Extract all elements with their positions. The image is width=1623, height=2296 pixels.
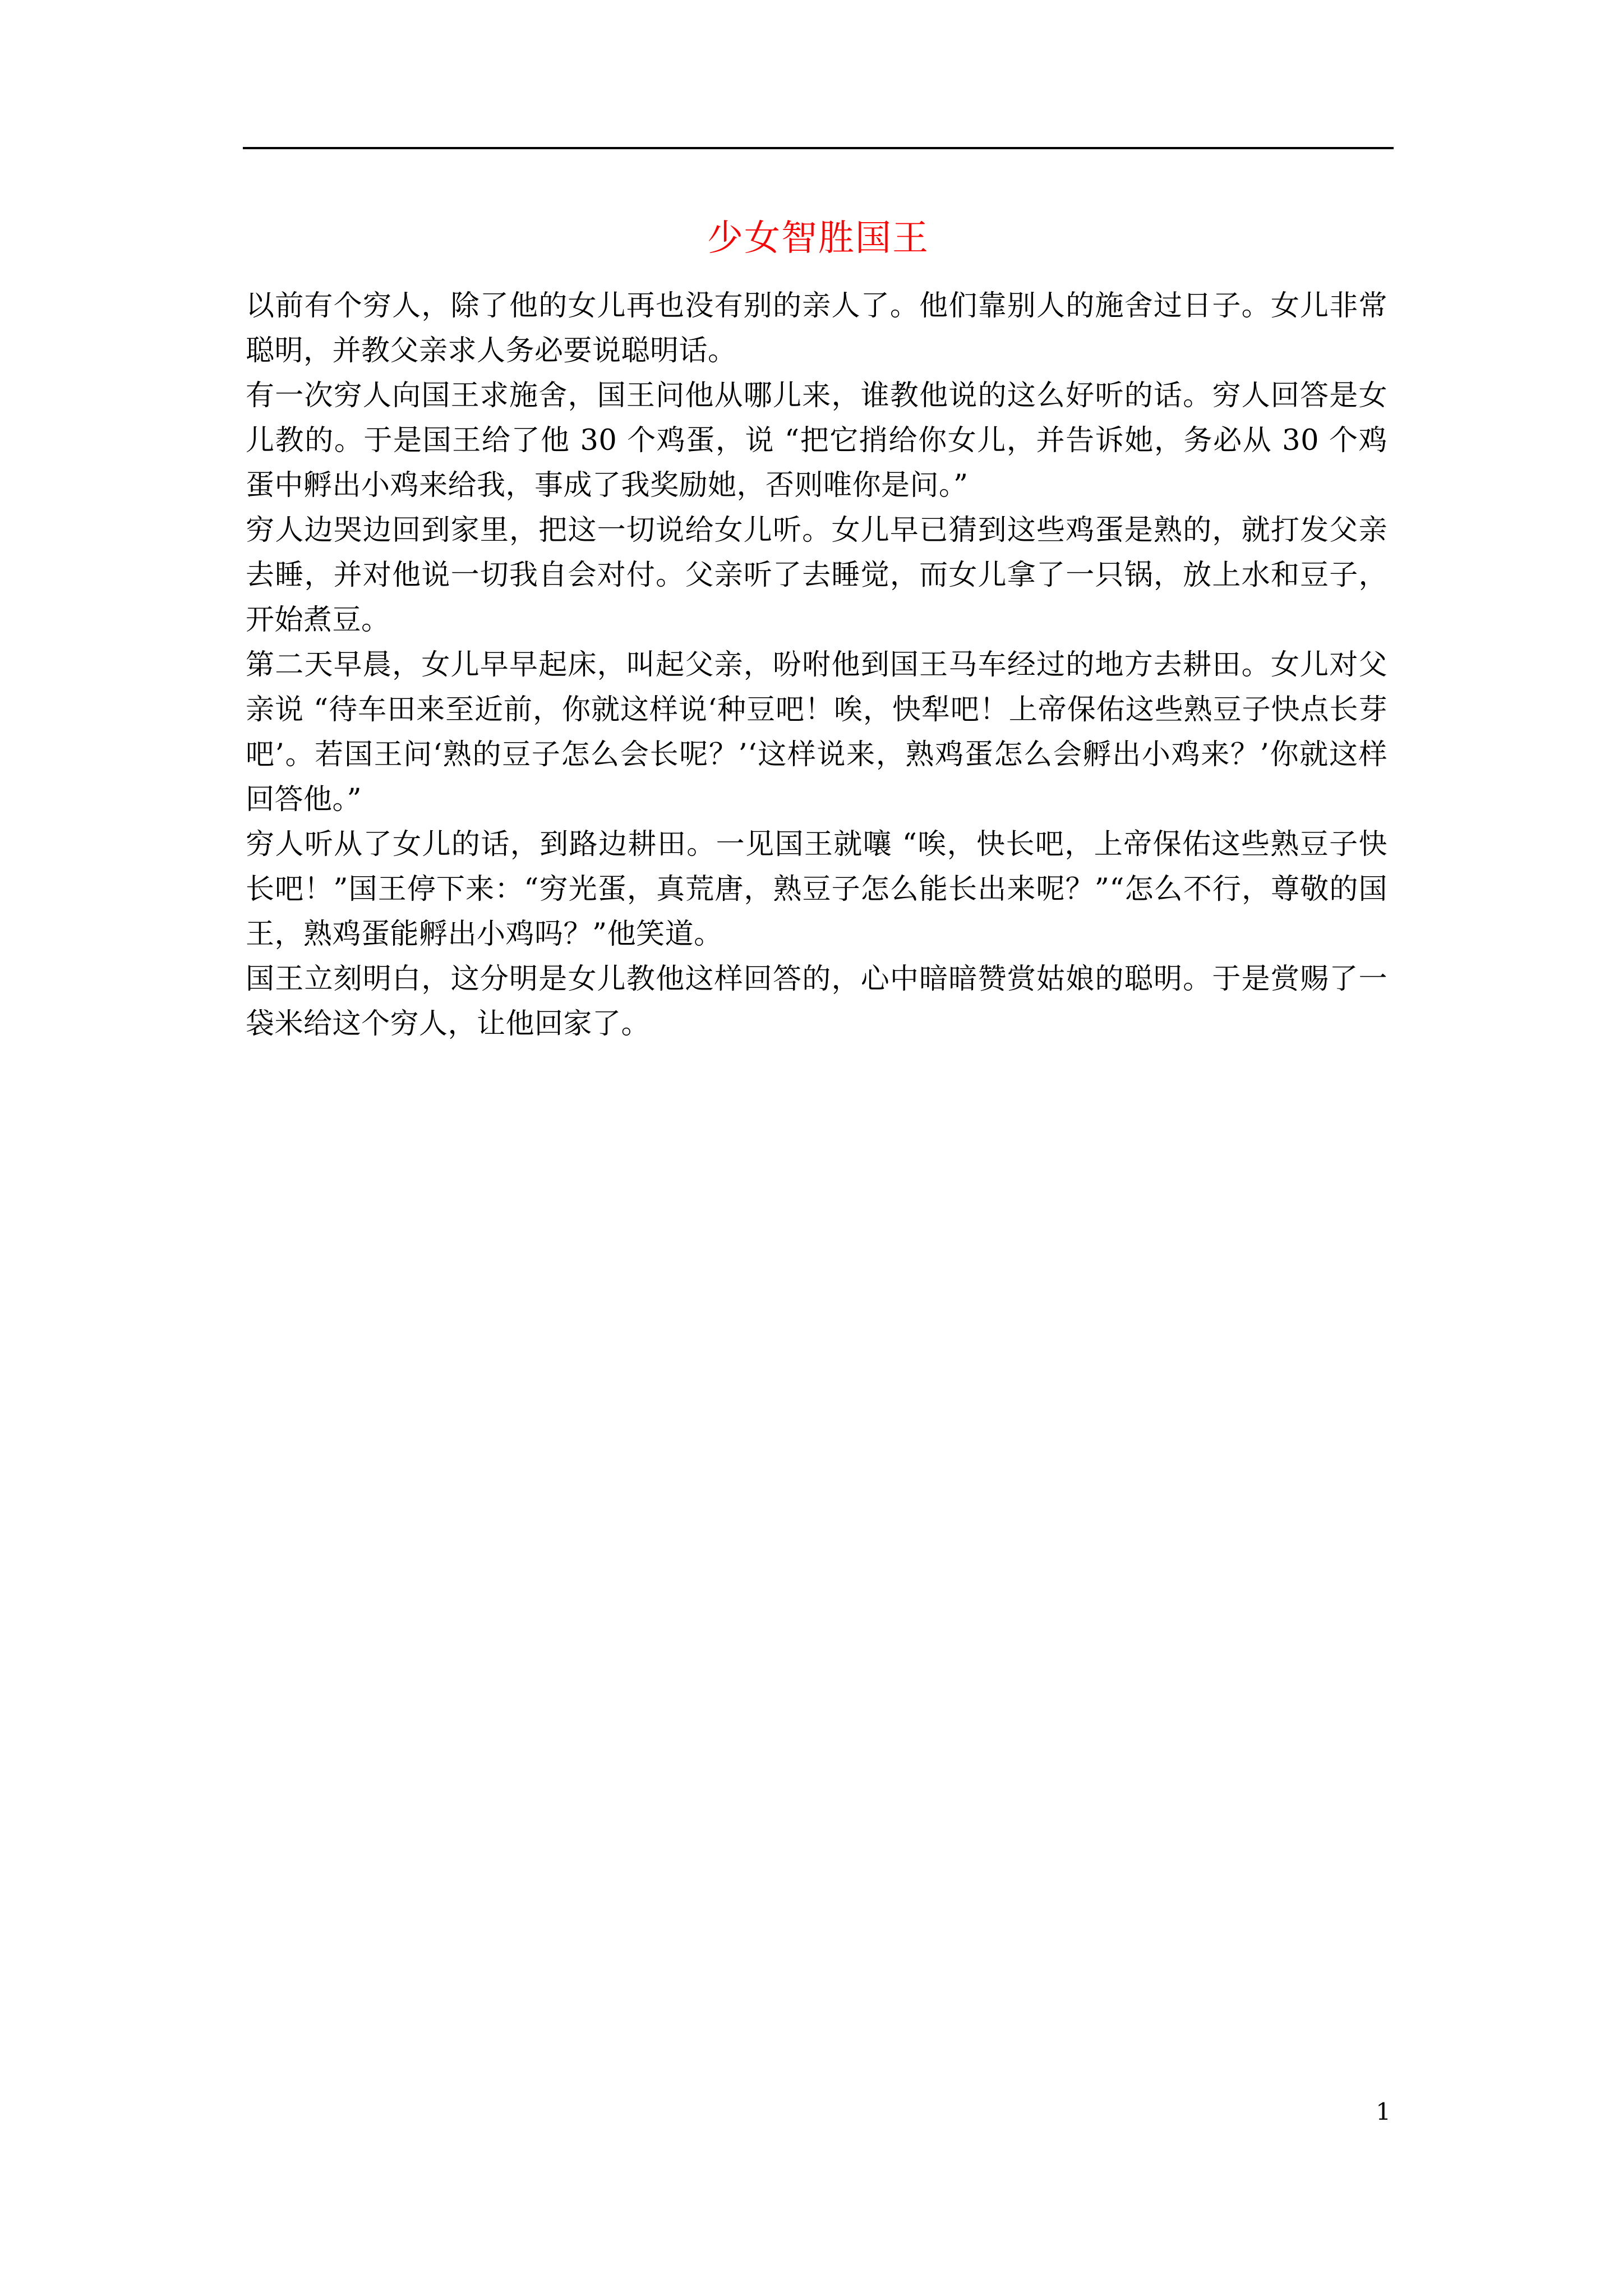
paragraph-6: 国王立刻明白，这分明是女儿教他这样回答的，心中暗暗赞赏姑娘的聪明。于是赏赐了一袋米给这个穷人，让他回家了。 xyxy=(246,963,1387,1041)
paragraph-3: 穷人边哭边回到家里，把这一切说给女儿听。女儿早已猜到这些鸡蛋是熟的，就打发父亲去睡，并对他说一切我自会对付。父亲听了去睡觉，而女儿拿了一只锅，放上水和豆子，开始煮豆。 xyxy=(246,514,1387,637)
document-title: 少女智胜国王 xyxy=(707,218,929,259)
document-body xyxy=(246,284,1387,1047)
page-number: 1 xyxy=(1376,2098,1391,2125)
paragraph-4: 第二天早晨，女儿早早起床，叫起父亲，吩咐他到国王马车经过的地方去耕田。女儿对父亲说 “待车田来至近前，你就这样说‘种豆吧！唉，快犁吧！上帝保佑这些熟豆子快点长芽吧’。若国王问‘熟的豆子怎么会长呢？’‘这样说来，熟鸡蛋怎么会孵出小鸡来？’你就这样回答他。” xyxy=(246,648,1387,816)
paragraph-1: 以前有个穷人，除了他的女儿再也没有别的亲人了。他们靠别人的施舍过日子。女儿非常聪明，并教父亲求人务必要说聪明话。 xyxy=(246,289,1387,367)
paragraph-5: 穷人听从了女儿的话，到路边耕田。一见国王就嚷 “唉，快长吧，上帝保佑这些熟豆子快长吧！”国王停下来：“穷光蛋，真荒唐，熟豆子怎么能长出来呢？”“怎么不行，尊敬的国王，熟鸡蛋能孵出小鸡吗？”他笑道。 xyxy=(246,828,1387,951)
paragraph-2: 有一次穷人向国王求施舍，国王问他从哪儿来，谁教他说的这么好听的话。穷人回答是女儿教的。于是国王给了他 30 个鸡蛋，说 “把它捎给你女儿，并告诉她，务必从 30 个鸡蛋中孵出小鸡来给我，事成了我奖励她，否则唯你是问。” xyxy=(246,379,1387,502)
header-rule xyxy=(243,147,1394,149)
